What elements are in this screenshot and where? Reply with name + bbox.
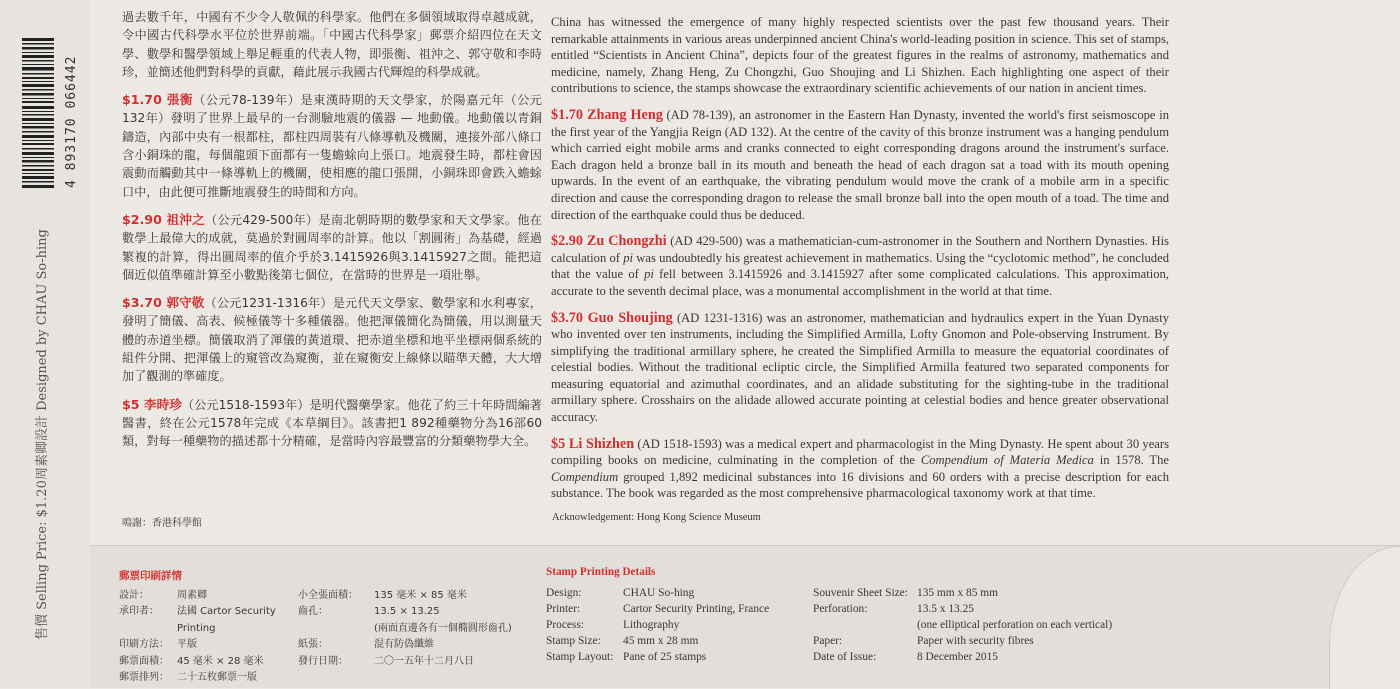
zh-stamp-4-text: （公元1518-1593年）是明代醫藥學家。他花了約三十年時間編著醫書，終在公元1578年完成《本草綱目》。該書把1 892種藥物分為16部60類，對每一種藥物的描述都十分精確，是當時內容最豐富的分類藥物學大全。	[122, 397, 542, 449]
english-column	[551, 14, 1169, 512]
en-stamp-4-heading: $5 Li Shizhen	[551, 435, 635, 452]
zh-paragraph-zu-chongzhi	[122, 211, 542, 284]
en-pi-term-2: pi	[644, 267, 654, 282]
detail-label: Design:	[546, 587, 582, 599]
detail-row	[813, 618, 1147, 634]
detail-value: Pane of 25 stamps	[623, 650, 707, 663]
detail-value: Cartor Security Printing, France	[623, 602, 770, 615]
en-stamp-4-text-b: in 1578. The	[1093, 453, 1170, 468]
detail-label: Process:	[546, 618, 584, 631]
detail-value: 二十五枚郵票一版	[177, 672, 257, 684]
detail-label: Date of Issue:	[813, 650, 877, 663]
detail-label	[813, 618, 917, 634]
en-stamp-2-text-c: fell between 3.1415926 and 3.1415927 after some complicated calculations. This approximation, accurate to the seventh decimal place, was a monumental accomplishment in the world at that time.	[551, 267, 1169, 298]
detail-row	[119, 637, 307, 653]
detail-row	[546, 602, 823, 618]
detail-value: 8 December 2015	[917, 650, 998, 663]
detail-value: Printing	[177, 622, 216, 634]
zh-stamp-3-text: （公元1231-1316年）是元代天文學家、數學家和水利專家，發明了簡儀、高表、候極儀等十多種儀器。他把渾儀簡化為簡儀，用以測量天體的赤道坐標。簡儀取消了渾儀的黃道環、把赤道坐標和地平坐標兩個系統的組件分開、把渾儀上的窺管改為窺衡，並在窺衡安上線條以瞄準天體，大大增加了觀測的準確度。	[122, 296, 542, 384]
en-paragraph-zhang-heng	[551, 107, 1169, 223]
selling-price: 售價 Selling Price: $1.20	[35, 480, 50, 640]
zh-stamp-4-heading: $5 李時珍	[122, 396, 182, 412]
en-book-title-2: Compendium	[551, 469, 619, 484]
detail-label: Stamp Layout:	[546, 650, 614, 663]
zh-details-left	[119, 588, 307, 686]
zh-stamp-1-heading: $1.70 張衡	[122, 92, 194, 108]
zh-paragraph-li-shizhen	[122, 396, 542, 451]
detail-label: Souvenir Sheet Size:	[813, 587, 908, 599]
detail-label: 承印者：	[119, 606, 159, 618]
detail-row	[119, 670, 307, 686]
detail-row	[813, 602, 1147, 618]
en-stamp-4-text-a: (AD 1518-1593) was a medical expert and pharmacologist in the Ming Dynasty. He spent about 30 years compiling books on medicine, culminating in the completion of the	[551, 436, 1169, 468]
en-printing-details-title: Stamp Printing Details	[546, 566, 656, 578]
en-paragraph-zu-chongzhi	[551, 233, 1169, 299]
detail-value: 二〇一五年十二月八日	[374, 655, 474, 667]
en-pi-term-1: pi	[623, 250, 634, 265]
detail-label: 紙張：	[298, 639, 328, 651]
chinese-column	[122, 8, 542, 461]
barcode-bars	[22, 38, 54, 188]
detail-row	[119, 604, 307, 620]
zh-acknowledgement: 鳴謝：香港科學館	[122, 518, 202, 529]
detail-row	[119, 621, 307, 637]
detail-label: Printer:	[546, 602, 581, 615]
detail-value: 法國 Cartor Security	[177, 606, 276, 618]
detail-row	[298, 621, 534, 637]
detail-row	[298, 654, 534, 670]
detail-value: 平版	[177, 639, 197, 651]
detail-value: Paper with security fibres	[917, 634, 1034, 647]
detail-value: (one elliptical perforation on each vertical)	[917, 618, 1113, 631]
en-stamp-4-text-c: grouped 1,892 medicinal substances into 16 divisions and 60 orders with a precise description for each substance. The book was regarded as the most comprehensive pharmacological taxonomy work at that time.	[551, 469, 1169, 501]
en-stamp-2-heading: $2.90 Zu Chongzhi	[551, 233, 667, 250]
detail-row	[546, 634, 823, 650]
envelope-flap	[90, 545, 1400, 688]
detail-value: 周素卿	[177, 590, 207, 601]
detail-label	[298, 621, 374, 637]
detail-value: (兩面直邊各有一個橢圓形齒孔)	[374, 622, 512, 634]
detail-value: Lithography	[623, 618, 680, 631]
zh-stamp-2-text: （公元429-500年）是南北朝時期的數學家和天文學家。他在數學上最偉大的成就，莫過於對圓周率的計算。他以「割圓術」為基礎，經過繁複的計算，得出圓周率的值介乎於3.1415926與3.1415927之間。能把這個近似值準確計算至小數點後第七個位，在當時的世界是一項壯舉。	[122, 212, 542, 282]
detail-label: 發行日期：	[298, 655, 348, 667]
detail-row	[298, 637, 534, 653]
detail-value: CHAU So-hing	[623, 587, 695, 599]
barcode-number: 4 893170 066442	[64, 55, 79, 188]
detail-row	[546, 586, 823, 602]
detail-label: 印刷方法：	[119, 639, 169, 651]
detail-value: 混有防偽纖維	[374, 639, 434, 651]
detail-value: 45 毫米 × 28 毫米	[177, 655, 264, 667]
detail-label: 小全張面積：	[298, 590, 358, 601]
zh-paragraph-zhang-heng	[122, 91, 542, 201]
zh-paragraph-guo-shoujing	[122, 294, 542, 385]
detail-label: Stamp Size:	[546, 634, 601, 647]
en-acknowledgement: Acknowledgement: Hong Kong Science Museum	[552, 512, 761, 523]
detail-value: 45 mm x 28 mm	[623, 634, 699, 647]
detail-label: 設計：	[119, 590, 149, 601]
detail-label: Perforation:	[813, 602, 868, 615]
zh-details-right	[298, 588, 534, 670]
spine	[0, 0, 91, 687]
detail-row	[813, 586, 1147, 602]
barcode	[22, 38, 79, 188]
detail-row	[298, 588, 534, 604]
en-intro: China has witnessed the emergence of many highly respected scientists over the past few thousand years. Their remarkable attainments in various areas underpinned ancient China's world-leading position in science. This set of stamps, entitled “Scientists in Ancient China”, depicts four of the greatest figures in the realms of astronomy, mathematics and medicine, namely, Zhang Heng, Zu Chongzhi, Guo Shoujing and Li Shizhen. Each highlighting one aspect of their contributions to science, the stamps showcase the extraordinary scientific achievements of our nation in ancient times.	[551, 15, 1169, 96]
en-stamp-3-heading: $3.70 Guo Shoujing	[551, 309, 673, 326]
detail-label: 郵票排列：	[119, 672, 169, 684]
zh-intro: 過去數千年，中國有不少令人敬佩的科學家。他們在多個領域取得卓越成就，令中國古代科學水平位於世界前端。「中國古代科學家」郵票介紹四位在天文學、數學和醫學領域上舉足輕重的代表人物，即張衡、祖沖之、郭守敬和李時珍，並簡述他們對科學的貢獻，藉此展示我國古代輝煌的科學成就。	[122, 10, 542, 79]
en-stamp-1-heading: $1.70 Zhang Heng	[551, 106, 663, 123]
en-book-title-1: Compendium of Materia Medica	[920, 453, 1094, 468]
en-details-right	[813, 586, 1147, 666]
detail-row	[546, 650, 823, 666]
en-paragraph-guo-shoujing	[551, 310, 1169, 426]
main-content	[90, 0, 1400, 545]
detail-row	[546, 618, 823, 634]
en-stamp-2-text-a: (AD 429-500) was a mathematician-cum-astronomer in the Southern and Northern Dynasties. His calculation of	[551, 234, 1169, 265]
detail-label	[119, 621, 177, 637]
zh-printing-details-title: 郵票印刷詳情	[119, 570, 182, 582]
detail-value: 135 毫米 × 85 毫米	[374, 590, 467, 601]
detail-value: 135 mm x 85 mm	[917, 587, 999, 599]
designer-credit: 周素卿設計 Designed by CHAU So-hing	[35, 229, 50, 480]
detail-label: 郵票面積：	[119, 655, 169, 667]
en-details-left	[546, 586, 823, 666]
detail-row	[119, 654, 307, 670]
detail-value: 13.5 x 13.25	[917, 602, 974, 615]
detail-label: 齒孔：	[298, 606, 328, 618]
detail-value: 13.5 × 13.25	[374, 606, 440, 618]
en-stamp-2-text-b: was undoubtedly his greatest achievement in mathematics. Using the “cyclotomic method”, he concluded that the value of	[551, 250, 1169, 282]
detail-label: Paper:	[813, 634, 843, 647]
flap-curve	[1329, 546, 1400, 689]
zh-stamp-1-text: （公元78-139年）是東漢時期的天文學家，於陽嘉元年（公元132年）發明了世界上最早的一台測驗地震的儀器 — 地動儀。地動儀以青銅鑄造，內部中央有一根都柱，都柱四周裝有八條導軌及機關，連接外部八條口含小銅珠的龍，每個龍頭下面都有一隻蟾蜍向上張口。地震發生時，都柱會因震動而觸動其中一條導軌上的機關，使相應的龍口張開，小銅珠即會跌入蟾蜍口中，由此便可推斷地震發生的時間和方向。	[122, 93, 542, 199]
detail-row	[813, 650, 1147, 666]
detail-row	[119, 588, 307, 604]
detail-row	[813, 634, 1147, 650]
en-stamp-3-text: (AD 1231-1316) was an astronomer, mathematician and hydraulics expert in the Yuan Dynasty who invented over ten instruments, including the Simplified Armilla, Lofty Gnomon and Pole-observing Instrument. By simplifying the traditional armillary sphere, he created the Simplified Armilla to measure the equatorial coordinates of celestial bodies. Without the traditional ecliptic circle, the Simplified Armilla featured two separated components for measuring equatorial and azimuthal coordinates, and an alidade substituting for the sighting-tube in the traditional armillary sphere. Crosshairs on the alidade allowed accurate pointing at celestial bodies and hence greater observational accuracy.	[551, 310, 1169, 425]
zh-stamp-2-heading: $2.90 祖沖之	[122, 211, 206, 227]
detail-row	[298, 604, 534, 620]
en-paragraph-li-shizhen	[551, 436, 1169, 502]
zh-stamp-3-heading: $3.70 郭守敬	[122, 295, 205, 311]
en-stamp-1-text: (AD 78-139), an astronomer in the Eastern Han Dynasty, invented the world's first seismoscope in the first year of the Yangjia Reign (AD 132). At the centre of the cavity of this bronze instrument was a hanging pendulum which carried eight mobile arms and cranks connected to eight corresponding dragons around the instrument's surface. Each dragon held a bronze ball in its mouth and beneath the head of each dragon sat a toad with its mouth opening upwards. In the event of an earthquake, the vibrating pendulum would move the crank of a mobile arm in a specific direction and cause the corresponding dragon to release the small bronze ball into the open mouth of a toad. The time and direction of the earthquake could thus be deduced.	[551, 107, 1169, 222]
